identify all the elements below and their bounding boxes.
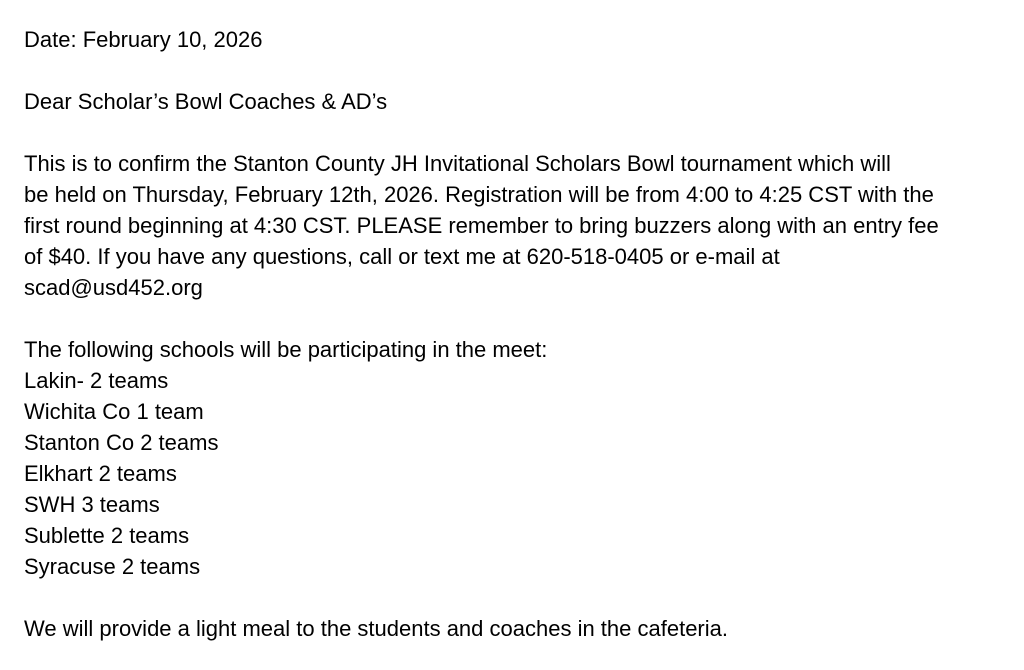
body-line: This is to confirm the Stanton County JH Invitational Scholars Bowl tournament which will [24, 151, 891, 176]
school-item: Syracuse 2 teams [24, 554, 201, 579]
body-line: be held on Thursday, February 12th, 2026. Registration will be from 4:00 to 4:25 CST with the [24, 182, 934, 207]
school-item: Wichita Co 1 team [24, 399, 204, 424]
schools-heading: The following schools will be participating in the meet: [24, 337, 548, 362]
letter-document [24, 24, 1000, 644]
body-line: of $40. If you have any questions, call or text me at 620-518-0405 or e-mail at [24, 244, 780, 269]
school-item: Stanton Co 2 teams [24, 430, 219, 455]
spacer [24, 303, 1000, 334]
body-paragraph [24, 148, 1000, 303]
body-line: first round beginning at 4:30 CST. PLEASE remember to bring buzzers along with an entry fee [24, 213, 939, 238]
school-item: Elkhart 2 teams [24, 461, 177, 486]
school-item: Lakin- 2 teams [24, 368, 169, 393]
spacer [24, 117, 1000, 148]
closing-line: We will provide a light meal to the students and coaches in the cafeteria. [24, 616, 728, 641]
school-item: SWH 3 teams [24, 492, 160, 517]
school-item: Sublette 2 teams [24, 523, 190, 548]
spacer [24, 55, 1000, 86]
salutation: Dear Scholar’s Bowl Coaches & AD’s [24, 89, 388, 114]
body-line: scad@usd452.org [24, 275, 203, 300]
schools-list [24, 365, 1000, 582]
date-line: Date: February 10, 2026 [24, 27, 263, 52]
spacer [24, 582, 1000, 613]
